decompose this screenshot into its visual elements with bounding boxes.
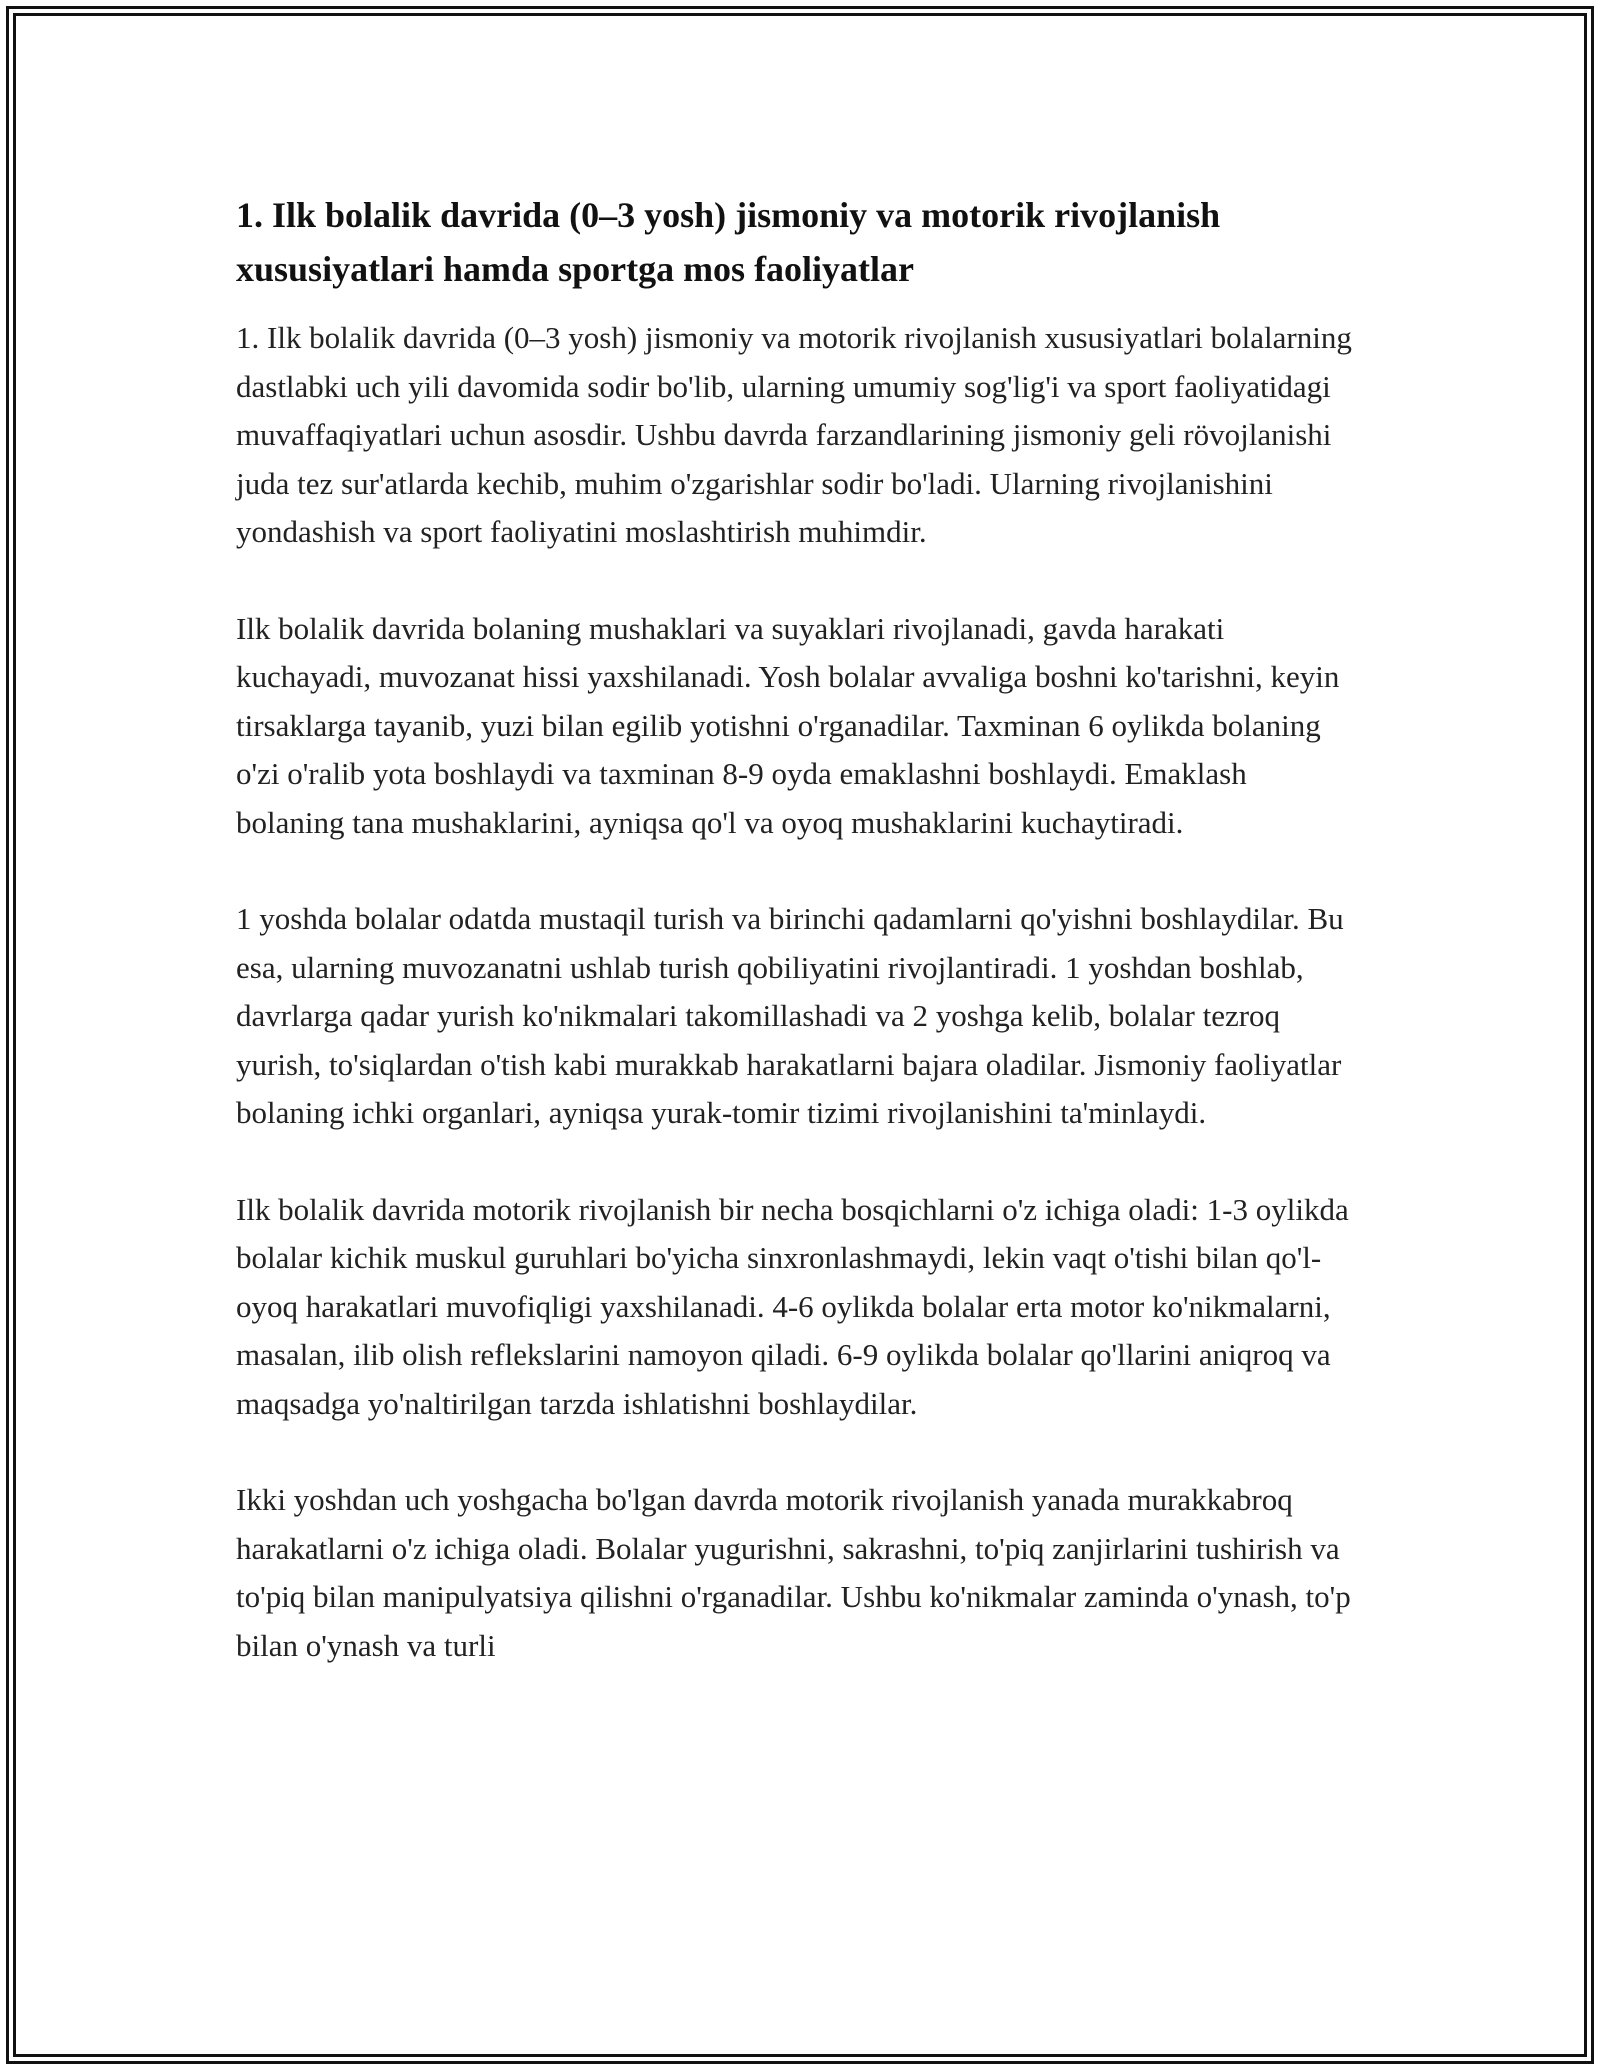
document-body	[236, 188, 1356, 1718]
paragraph-first-steps: 1 yoshda bolalar odatda mustaqil turish va birinchi qadamlarni qo'yishni boshlaydilar. Bu esa, ularning muvozanatni ushlab turish qobiliyatini rivojlantiradi. 1 yoshdan boshlab, davrlarga qadar yurish ko'nikmalari takomillashadi va 2 yoshga kelib, bolalar tezroq yurish, to'siqlardan o'tish kabi murakkab harakatlarni bajara oladilar. Jismoniy faoliyatlar bolaning ichki organlari, ayniqsa yurak-tomir tizimi rivojlanishini ta'minlaydi.	[236, 901, 1344, 1130]
paragraph-motor-stages: Ilk bolalik davrida motorik rivojlanish bir necha bosqichlarni o'z ichiga oladi: 1-3 oylikda bolalar kichik muskul guruhlari bo'yicha sinxronlashmaydi, lekin vaqt o'tishi bilan qo'l-oyoq harakatlari muvofiqligi yaxshilanadi. 4-6 oylikda bolalar erta motor ko'nikmalarni, masalan, ilib olish reflekslarini namoyon qiladi. 6-9 oylikda bolalar qo'llarini aniqroq va maqsadga yo'naltirilgan tarzda ishlatishni boshlaydilar.	[236, 1191, 1349, 1421]
paragraph-muscles-bones: Ilk bolalik davrida bolaning mushaklari va suyaklari rivojlanadi, gavda harakati kuchayadi, muvozanat hissi yaxshilanadi. Yosh bolalar avvaliga boshni ko'tarishni, keyin tirsaklarga tayanib, yuzi bilan egilib yotishni o'rganadilar. Taxminan 6 oylikda bolaning o'zi o'ralib yota boshlaydi va taxminan 8-9 oyda emaklashni boshlaydi. Emaklash bolaning tana mushaklarini, ayniqsa qo'l va oyoq mushaklarini kuchaytiradi.	[236, 610, 1340, 840]
paragraph-two-to-three-years: Ikki yoshdan uch yoshgacha bo'lgan davrda motorik rivojlanish yanada murakkabroq harakatlarni o'z ichiga oladi. Bolalar yugurishni, sakrashni, to'piq zanjirlarini tushirish va to'piq bilan manipulyatsiya qilishni o'rganadilar. Ushbu ko'nikmalar zaminda o'ynash, to'p bilan o'ynash va turli	[236, 1482, 1351, 1663]
section-heading: 1. Ilk bolalik davrida (0–3 yosh) jismoniy va motorik rivojlanish xususiyatlari hamda sportga mos faoliyatlar	[236, 195, 1221, 289]
paragraph-intro: 1. Ilk bolalik davrida (0–3 yosh) jismoniy va motorik rivojlanish xususiyatlari bolalarning dastlabki uch yili davomida sodir bo'lib, ularning umumiy sog'lig'i va sport faoliyatidagi muvaffaqiyatlari uchun asosdir. Ushbu davrda farzandlarining jismoniy geli rövojlanishi juda tez sur'atlarda kechib, muhim o'zgarishlar sodir bo'ladi. Ularning rivojlanishini yondashish va sport faoliyatini moslashtirish muhimdir.	[236, 320, 1352, 549]
